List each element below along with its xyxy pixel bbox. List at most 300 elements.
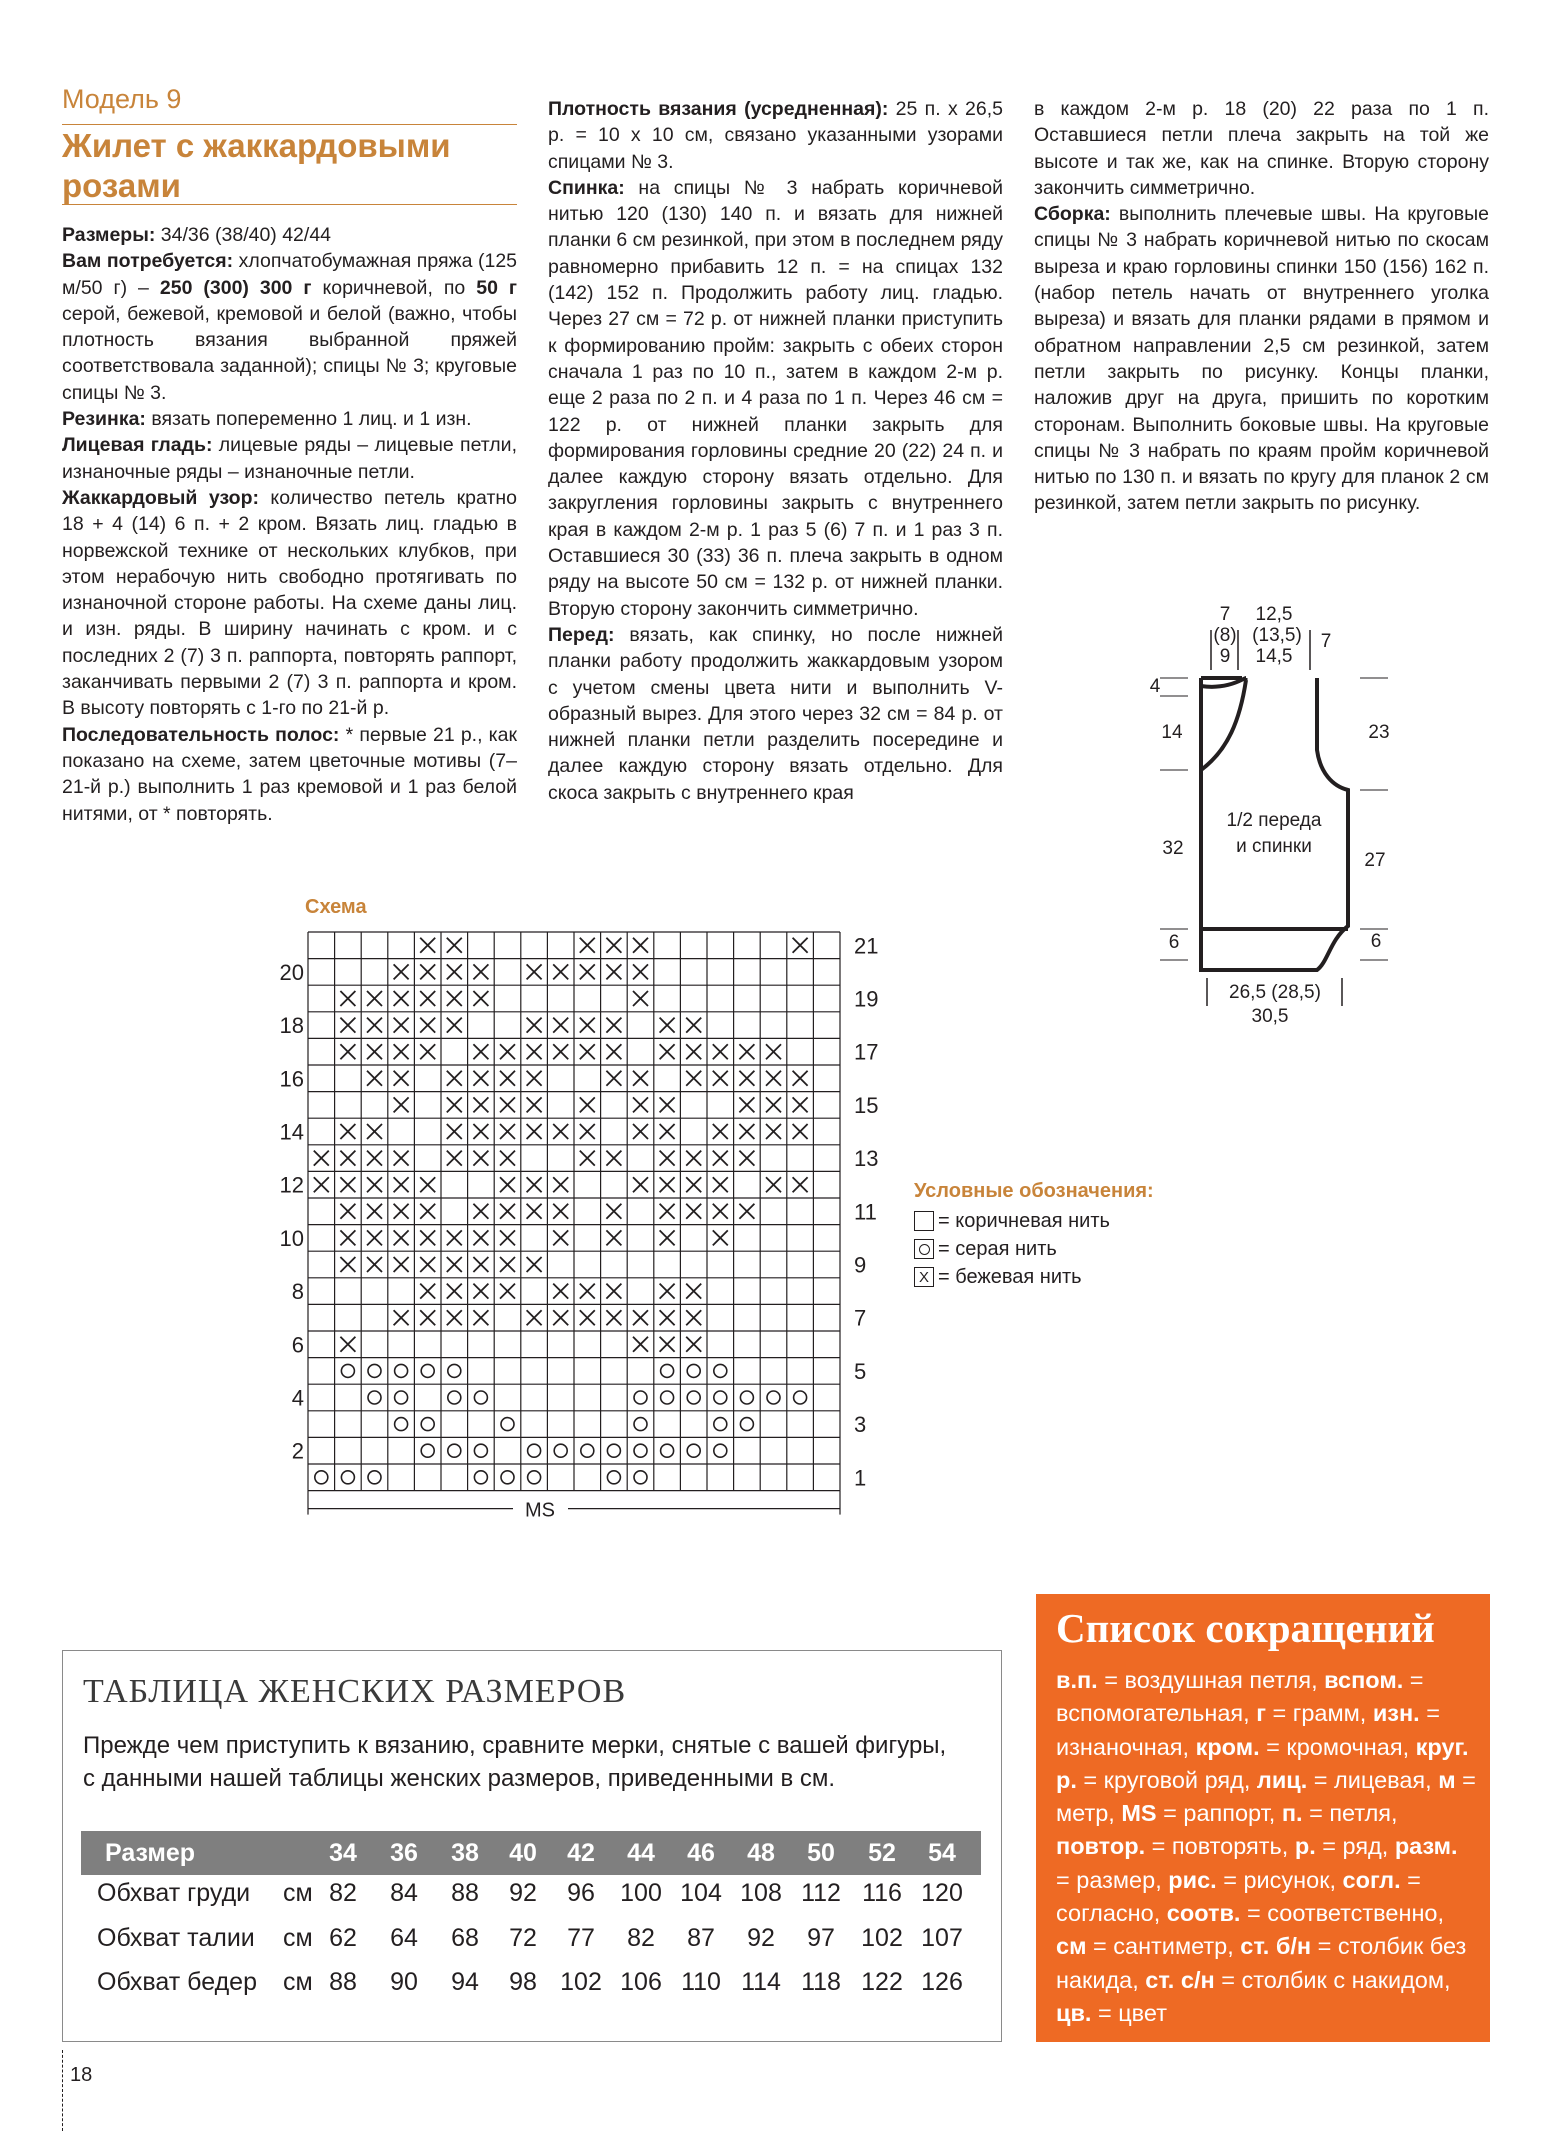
abbreviation-term: ст. с/н (1145, 1966, 1215, 1993)
size-table-title: ТАБЛИЦА ЖЕНСКИХ РАЗМЕРОВ (83, 1673, 627, 1710)
assembly-paragraph (1034, 201, 1489, 517)
grey-stitch-mark (634, 1391, 647, 1404)
beige-stitch-mark (473, 1097, 488, 1112)
grey-stitch-mark (714, 1391, 727, 1404)
beige-stitch-mark (660, 1337, 675, 1352)
beige-stitch-mark (447, 938, 462, 953)
abbreviation-term: круг. р. (1056, 1733, 1469, 1793)
beige-stitch-mark (660, 1097, 675, 1112)
beige-stitch-mark (580, 1310, 595, 1325)
schematic-label: 27 (1364, 850, 1386, 871)
schematic-label: (8) (1213, 625, 1237, 646)
rib-paragraph (62, 406, 517, 432)
size-table-box (62, 1650, 1002, 2042)
grey-stitch-mark (341, 1471, 354, 1484)
size-value: 112 (801, 1879, 841, 1907)
front-text: вязать, как спинку, но после нижней планки работу продолжить жаккардовым узором с учетом смены цвета нити и выполнить V-образный вырез. Для этого через 32 см = 84 р. от нижней планки петли разделить посередине и далее каждую сторону вязать отдельно. Для скоса закрыть с внутреннего края (548, 623, 1003, 804)
abbreviation-meaning: = столбик с накидом, (1214, 1966, 1451, 1993)
size-value: 64 (390, 1924, 418, 1952)
abbreviation-term: в.п. (1056, 1667, 1098, 1693)
chart-row-label: 21 (854, 933, 879, 959)
beige-stitch-mark (553, 1044, 568, 1059)
size-value: 102 (560, 1968, 602, 1996)
grey-stitch-mark (661, 1364, 674, 1377)
beige-stitch-mark (420, 938, 435, 953)
size-value: 116 (862, 1879, 902, 1907)
beige-stitch-mark (766, 1071, 781, 1086)
size-value: 120 (921, 1879, 963, 1907)
beige-stitch-mark (340, 1337, 355, 1352)
beige-stitch-mark (367, 1177, 382, 1192)
beige-stitch-mark (394, 964, 409, 979)
grey-stitch-mark (714, 1418, 727, 1431)
jacquard-text: количество петель кратно 18 + 4 (14) 6 п. + 2 кром. Вязать лиц. гладью в норвежской технике от нескольких клубков, при этом нерабочую нить свободно протягивать по изнаночной стороне работы. На схеме даны лиц. и изн. ряды. В ширину начинать с кром. и с последних 2 (7) 3 п. раппорта, повторять раппорт, заканчивать первыми 2 (7) 3 п. раппорта и кром. В высоту повторять с 1-го по 21-й р. (62, 486, 517, 720)
measurement-label: Обхват талии (97, 1924, 255, 1952)
beige-stitch-mark (606, 1044, 621, 1059)
beige-stitch-mark (500, 1257, 515, 1272)
grey-stitch-mark (714, 1444, 727, 1457)
column-1 (62, 222, 517, 827)
repeat-label: MS (525, 1499, 555, 1522)
title-line-1: Жилет с жаккардовыми (62, 127, 451, 164)
grey-stitch-mark (368, 1364, 381, 1377)
beige-stitch-mark (420, 964, 435, 979)
beige-stitch-mark (660, 1177, 675, 1192)
grey-stitch-mark (687, 1364, 700, 1377)
beige-stitch-mark (394, 1257, 409, 1272)
grey-stitch-mark (581, 1444, 594, 1457)
beige-stitch-mark (420, 1204, 435, 1219)
beige-stitch-mark (447, 991, 462, 1006)
chart-row-label: 9 (854, 1252, 867, 1278)
schematic-label: 7 (1320, 631, 1332, 652)
abbreviation-term: р. (1294, 1833, 1316, 1860)
size-column-header: 54 (928, 1839, 956, 1867)
stripes-text: * первые 21 р., как показано на схеме, затем цветочные мотивы (7–21-й р.) выполнить 1 раз кремовой и 1 раз белой нитями, от * повторять. (62, 723, 518, 825)
beige-stitch-mark (633, 1337, 648, 1352)
abbreviations-text (1056, 1664, 1476, 2030)
beige-stitch-mark (793, 1071, 808, 1086)
sizes-value: 34/36 (38/40) 42/44 (155, 224, 332, 246)
abbreviation-meaning: = лицевая, (1307, 1766, 1439, 1793)
grey-stitch-mark (395, 1391, 408, 1404)
beige-stitch-mark (367, 1044, 382, 1059)
beige-stitch-mark (606, 1204, 621, 1219)
size-value: 77 (567, 1924, 595, 1952)
beige-stitch-mark (686, 1044, 701, 1059)
beige-stitch-mark (314, 1151, 329, 1166)
grey-stitch-mark (634, 1418, 647, 1431)
grey-stitch-mark (474, 1471, 487, 1484)
beige-stitch-mark (713, 1151, 728, 1166)
abbreviation-term: ст. б/н (1240, 1933, 1312, 1960)
abbreviation-term: см (1056, 1933, 1087, 1960)
beige-stitch-mark (553, 1018, 568, 1033)
beige-stitch-mark (553, 1284, 568, 1299)
abbreviation-term: г (1256, 1700, 1266, 1727)
abbreviation-term: п. (1281, 1800, 1303, 1827)
beige-stitch-mark (500, 1044, 515, 1059)
abbreviations-box (1036, 1594, 1490, 2042)
beige-stitch-mark (527, 1310, 542, 1325)
beige-stitch-mark (633, 1124, 648, 1139)
grey-stitch-mark (448, 1364, 461, 1377)
beige-stitch-mark (739, 1204, 754, 1219)
beige-stitch-mark (606, 1018, 621, 1033)
beige-stitch-mark (660, 1124, 675, 1139)
beige-stitch-mark (367, 1018, 382, 1033)
beige-stitch-mark (553, 1177, 568, 1192)
abbreviation-term: цв. (1056, 1999, 1092, 2026)
beige-stitch-mark (553, 1124, 568, 1139)
beige-stitch-mark (527, 1177, 542, 1192)
size-value: 122 (861, 1968, 903, 1996)
size-value: 68 (451, 1924, 479, 1952)
gauge-text: 25 п. х 26,5 р. = 10 х 10 см, связано указанными узорами спицами № 3. (548, 98, 1003, 173)
front-continued-paragraph: в каждом 2-м р. 18 (20) 22 раза по 1 п. Оставшиеся петли плеча закрыть на той же высоте и так же, как на спинке. Вторую сторону закончить симметрично. (1034, 98, 1489, 199)
schematic-label: 14 (1161, 722, 1183, 743)
size-value: 88 (329, 1968, 357, 1996)
legend-title: Условные обозначения: (914, 1180, 1154, 1202)
beige-stitch-mark (739, 1097, 754, 1112)
grey-stitch-mark (315, 1471, 328, 1484)
legend-label: = бежевая нить (938, 1265, 1082, 1288)
beige-stitch-mark (394, 1204, 409, 1219)
abbreviation-meaning: = ряд, (1315, 1833, 1395, 1860)
schematic-label: 30,5 (1251, 1006, 1289, 1027)
front-label: Перед: (548, 623, 615, 646)
beige-stitch-mark (660, 1230, 675, 1245)
title-line-2: розами (62, 167, 181, 204)
size-column-header: 46 (687, 1839, 715, 1867)
grey-stitch-mark (740, 1391, 753, 1404)
beige-stitch-mark (606, 1310, 621, 1325)
beige-stitch-mark (340, 1124, 355, 1139)
beige-stitch-mark (606, 1284, 621, 1299)
jacquard-label: Жаккардовый узор: (62, 486, 259, 509)
beige-stitch-mark (660, 1018, 675, 1033)
beige-stitch-mark (713, 1230, 728, 1245)
abbreviations-title: Список сокращений (1056, 1605, 1435, 1651)
abbreviation-meaning: = метр, (1056, 1766, 1476, 1827)
size-table-intro (83, 1729, 946, 1795)
beige-stitch-mark (473, 991, 488, 1006)
size-value: 108 (740, 1879, 782, 1907)
beige-stitch-mark (660, 1151, 675, 1166)
beige-stitch-mark (500, 1230, 515, 1245)
model-label: Модель 9 (62, 84, 182, 114)
beige-stitch-mark (394, 1044, 409, 1059)
beige-stitch-mark (793, 938, 808, 953)
beige-stitch-mark (420, 1044, 435, 1059)
beige-stitch-mark (447, 1310, 462, 1325)
size-value: 98 (509, 1968, 537, 1996)
beige-stitch-mark (314, 1177, 329, 1192)
abbreviation-meaning: = сантиметр, (1086, 1933, 1241, 1960)
grey-stitch-mark (661, 1444, 674, 1457)
chart-row-label: 12 (279, 1172, 304, 1198)
abbreviation-term: изн. (1372, 1700, 1420, 1727)
size-value: 104 (680, 1879, 722, 1907)
beige-stitch-mark (633, 1177, 648, 1192)
beige-stitch-mark (553, 1310, 568, 1325)
chart-row-label: 2 (291, 1438, 304, 1464)
circle-square-icon (914, 1239, 934, 1259)
beige-stitch-mark (686, 1337, 701, 1352)
empty-square-icon (914, 1211, 934, 1231)
chart-row-label: 5 (854, 1358, 867, 1384)
size-value: 92 (747, 1924, 775, 1952)
unit-label: см (283, 1879, 313, 1907)
size-value: 96 (567, 1879, 595, 1907)
size-column-header: 48 (747, 1839, 775, 1867)
beige-stitch-mark (686, 1151, 701, 1166)
abbreviation-meaning: = раппорт, (1156, 1800, 1282, 1827)
beige-stitch-mark (473, 1124, 488, 1139)
grey-stitch-mark (740, 1418, 753, 1431)
abbreviation-term: разм. (1394, 1833, 1458, 1860)
beige-stitch-mark (580, 1151, 595, 1166)
intro-line: Прежде чем приступить к вязанию, сравните мерки, снятые с вашей фигуры, (83, 1732, 947, 1759)
abbreviation-term: кром. (1195, 1733, 1260, 1760)
model-rule (62, 124, 517, 125)
abbreviation-term: соотв. (1166, 1900, 1241, 1927)
size-table-header (81, 1831, 981, 1875)
beige-stitch-mark (793, 1177, 808, 1192)
beige-stitch-mark (633, 1097, 648, 1112)
grey-stitch-mark (421, 1418, 434, 1431)
beige-stitch-mark (686, 1284, 701, 1299)
beige-stitch-mark (473, 1044, 488, 1059)
back-label: Спинка: (548, 176, 625, 199)
size-value: 97 (807, 1924, 835, 1952)
abbreviation-meaning: = петля, (1302, 1800, 1398, 1827)
grey-stitch-mark (448, 1391, 461, 1404)
beige-stitch-mark (713, 1044, 728, 1059)
beige-stitch-mark (686, 1071, 701, 1086)
knitting-chart (260, 925, 879, 1535)
grey-stitch-mark (607, 1444, 620, 1457)
beige-stitch-mark (606, 938, 621, 953)
beige-stitch-mark (500, 1204, 515, 1219)
beige-stitch-mark (367, 991, 382, 1006)
grey-stitch-mark (501, 1418, 514, 1431)
beige-stitch-mark (394, 1151, 409, 1166)
beige-stitch-mark (420, 1284, 435, 1299)
beige-stitch-mark (739, 1124, 754, 1139)
beige-stitch-mark (686, 1177, 701, 1192)
assembly-text: выполнить плечевые швы. На круговые спицы № 3 набрать коричневой нитью по скосам выреза и краю горловины спинки 150 (156) 162 п. (набор петель начать от внутреннего уголка выреза) и вязать для планки рядами в прямом и обратном направлении 2,5 см резинкой, затем петли закрыть по рисунку. Концы планки, наложив друг на друга, пришить по коротким сторонам. Выполнить боковые швы. На круговые спицы № 3 набрать по краям пройм коричневой нитью по 130 п. и вязать по кругу для планок 2 см резинкой, затем петли закрыть по рисунку. (1034, 203, 1489, 515)
cross-square-icon: X (914, 1267, 934, 1287)
legend (914, 1180, 1154, 1291)
schematic-label: 9 (1219, 646, 1231, 667)
size-value: 84 (390, 1879, 418, 1907)
schematic-label: (13,5) (1252, 625, 1302, 646)
size-value: 82 (627, 1924, 655, 1952)
beige-stitch-mark (473, 1204, 488, 1219)
size-value: 62 (329, 1924, 357, 1952)
beige-stitch-mark (420, 1310, 435, 1325)
grey-stitch-mark (767, 1391, 780, 1404)
grey-stitch-mark (607, 1471, 620, 1484)
abbreviation-meaning: = кромочная, (1259, 1733, 1416, 1760)
unit-label: см (283, 1924, 313, 1952)
schematic-label: 14,5 (1255, 646, 1293, 667)
beige-stitch-mark (447, 1257, 462, 1272)
beige-stitch-mark (686, 1204, 701, 1219)
materials-text: серой, бежевой, кремовой и белой (важно, чтобы плотность вязания выбранной пряжей соответствовала заданной); спицы № 3; круговые спицы № 3. (62, 302, 517, 404)
chart-row-label: 18 (279, 1013, 304, 1039)
chart-grid (308, 932, 840, 1491)
schematic-label: и спинки (1236, 836, 1312, 857)
gauge-label: Плотность вязания (усредненная): (548, 98, 889, 120)
beige-stitch-mark (500, 1071, 515, 1086)
beige-stitch-mark (394, 1230, 409, 1245)
garment-schematic (1130, 598, 1390, 1038)
stockinette-label: Лицевая гладь: (62, 434, 213, 457)
size-value: 92 (509, 1879, 537, 1907)
abbreviation-meaning: = цвет (1091, 1999, 1167, 2026)
grey-stitch-mark (501, 1471, 514, 1484)
abbreviation-meaning: = рисунок, (1216, 1866, 1343, 1893)
chart-row-label: 8 (291, 1279, 304, 1305)
grey-stitch-mark (395, 1418, 408, 1431)
size-column-header: 44 (627, 1839, 655, 1867)
size-column-header: 50 (807, 1839, 835, 1867)
beige-stitch-mark (660, 1044, 675, 1059)
chart-row-label: 15 (854, 1092, 879, 1118)
grey-stitch-mark (528, 1444, 541, 1457)
abbreviation-meaning: = грамм, (1265, 1700, 1373, 1727)
schematic-label: 12,5 (1255, 604, 1293, 625)
size-column-header: 36 (390, 1839, 418, 1867)
jacquard-paragraph (62, 485, 517, 722)
chart-row-label: 19 (854, 986, 879, 1012)
grey-stitch-mark (421, 1364, 434, 1377)
beige-stitch-mark (500, 1151, 515, 1166)
beige-stitch-mark (473, 1151, 488, 1166)
chart-row-label: 20 (279, 959, 304, 985)
intro-line: с данными нашей таблицы женских размеров, приведенными в см. (83, 1765, 836, 1792)
beige-stitch-mark (367, 1230, 382, 1245)
grey-stitch-mark (368, 1471, 381, 1484)
beige-stitch-mark (739, 1044, 754, 1059)
beige-stitch-mark (394, 1097, 409, 1112)
size-column-header: 52 (868, 1839, 896, 1867)
beige-stitch-mark (686, 1310, 701, 1325)
beige-stitch-mark (473, 964, 488, 979)
schematic-label: 26,5 (28,5) (1229, 982, 1321, 1003)
grey-stitch-mark (395, 1364, 408, 1377)
abbreviation-term: повтор. (1056, 1833, 1146, 1860)
beige-stitch-mark (553, 1204, 568, 1219)
abbreviation-meaning: = вспомогательная, (1056, 1667, 1424, 1727)
back-paragraph (548, 175, 1003, 622)
beige-stitch-mark (473, 1230, 488, 1245)
beige-stitch-mark (500, 1284, 515, 1299)
beige-stitch-mark (367, 1151, 382, 1166)
beige-stitch-mark (527, 1044, 542, 1059)
beige-stitch-mark (340, 1044, 355, 1059)
beige-stitch-mark (660, 1284, 675, 1299)
size-value: 100 (620, 1879, 662, 1907)
sizes-label: Размеры: (62, 224, 156, 246)
stripes-paragraph (62, 722, 517, 827)
stockinette-paragraph (62, 432, 517, 485)
beige-stitch-mark (793, 1124, 808, 1139)
beige-stitch-mark (527, 964, 542, 979)
title-rule (62, 204, 517, 205)
beige-stitch-mark (367, 1124, 382, 1139)
beige-stitch-mark (447, 1071, 462, 1086)
grey-stitch-mark (714, 1364, 727, 1377)
beige-stitch-mark (420, 1230, 435, 1245)
chart-row-label: 7 (854, 1305, 867, 1331)
schematic-label: 32 (1162, 838, 1184, 859)
size-header-label: Размер (105, 1839, 196, 1867)
beige-stitch-mark (340, 991, 355, 1006)
beige-stitch-mark (420, 1257, 435, 1272)
beige-stitch-mark (447, 1018, 462, 1033)
chart-row-label: 3 (854, 1412, 867, 1438)
beige-stitch-mark (606, 1151, 621, 1166)
beige-stitch-mark (553, 1230, 568, 1245)
size-value: 102 (861, 1924, 903, 1952)
beige-stitch-mark (553, 964, 568, 979)
beige-stitch-mark (367, 1257, 382, 1272)
size-value: 82 (329, 1879, 357, 1907)
gauge-paragraph (548, 96, 1003, 175)
beige-stitch-mark (766, 1097, 781, 1112)
abbreviation-meaning: = повторять, (1145, 1833, 1295, 1860)
beige-stitch-mark (394, 1018, 409, 1033)
beige-stitch-mark (527, 1124, 542, 1139)
abbreviation-meaning: = изнаночная, (1056, 1700, 1440, 1760)
legend-item-beige (914, 1263, 1154, 1291)
rib-label: Резинка: (62, 408, 146, 431)
beige-stitch-mark (580, 1044, 595, 1059)
beige-stitch-mark (340, 1257, 355, 1272)
beige-stitch-mark (473, 1310, 488, 1325)
beige-stitch-mark (527, 1257, 542, 1272)
beige-stitch-mark (420, 991, 435, 1006)
chart-row-label: 4 (291, 1385, 304, 1411)
stripes-label: Последовательность полос: (62, 723, 340, 746)
size-value: 88 (451, 1879, 479, 1907)
beige-stitch-mark (766, 1044, 781, 1059)
beige-stitch-mark (633, 1071, 648, 1086)
materials-text: хлопчатобумажная пряжа (125 м/50 г) – (62, 250, 518, 299)
schematic-label: 23 (1368, 722, 1390, 743)
grey-stitch-mark (794, 1391, 807, 1404)
schematic-label: 4 (1149, 676, 1161, 697)
beige-stitch-mark (447, 1151, 462, 1166)
beige-stitch-mark (580, 1284, 595, 1299)
beige-stitch-mark (340, 1151, 355, 1166)
beige-stitch-mark (447, 1124, 462, 1139)
size-value: 110 (681, 1968, 721, 1996)
beige-stitch-mark (500, 1097, 515, 1112)
beige-stitch-mark (660, 1204, 675, 1219)
beige-stitch-mark (527, 1018, 542, 1033)
grey-stitch-mark (474, 1391, 487, 1404)
abbreviation-meaning: = круговой ряд, (1076, 1766, 1257, 1793)
beige-stitch-mark (420, 1018, 435, 1033)
schematic-label: 1/2 переда (1226, 810, 1322, 831)
assembly-label: Сборка: (1034, 203, 1111, 226)
materials-paragraph (62, 248, 517, 406)
beige-stitch-mark (367, 1071, 382, 1086)
